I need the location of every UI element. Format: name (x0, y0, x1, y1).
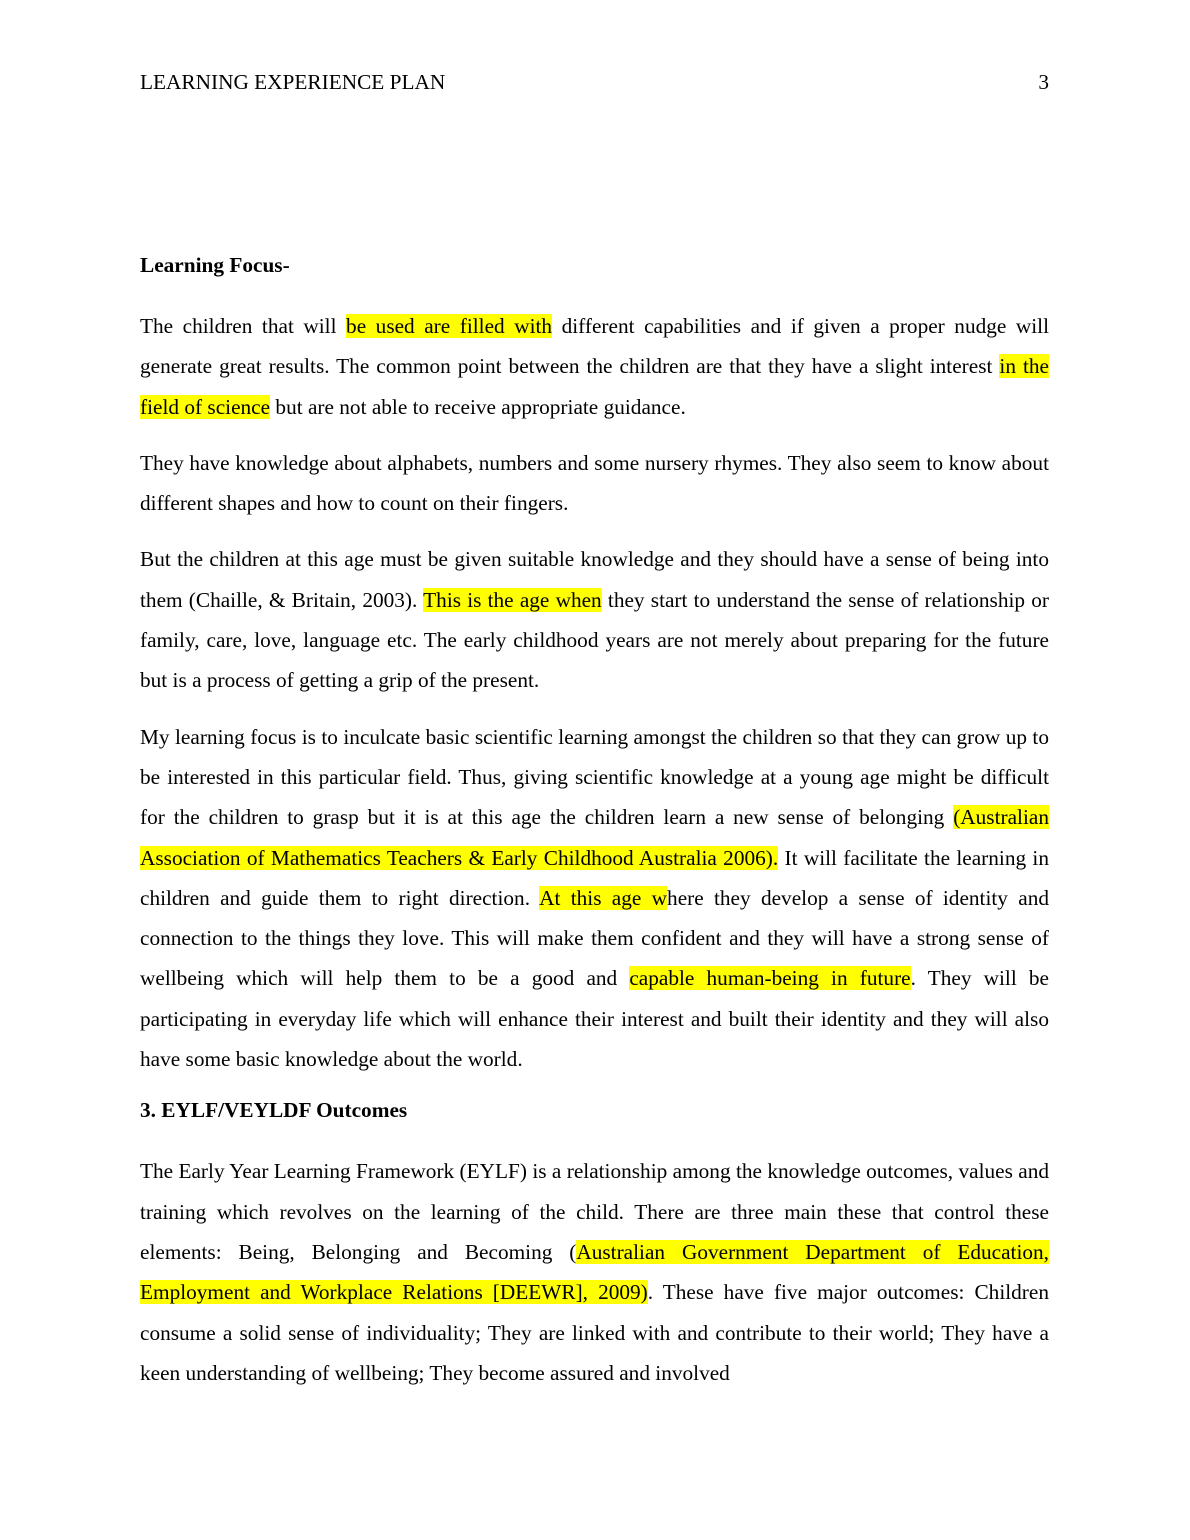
highlighted-text: be used are filled with (346, 314, 553, 338)
highlighted-text: At this age w (539, 885, 668, 910)
text-run: they start to understand the sense of relationship or family, care, love, language etc. The early childhood years are not merely about preparing for the future but is a process of getting a grip of the present. (140, 587, 1049, 693)
text-run: The Early Year Learning Framework (EYLF) is a relationship among the knowledge outcomes, values and training which revolves on the learning of the child. There are three main these that control these elements: Being, Belonging and Becoming ( (140, 1159, 1049, 1264)
running-head: LEARNING EXPERIENCE PLAN (140, 70, 446, 94)
highlighted-text: capable human-being in future (629, 966, 911, 991)
paragraph (140, 1151, 1049, 1393)
paragraph (140, 717, 1049, 1080)
highlighted-text: in the field of science (140, 354, 1049, 419)
highlighted-text: Australian Government Department of Education, Employment and Workplace Relations [DEEWR], 2009) (140, 1239, 1049, 1305)
text-run: My learning focus is to inculcate basic scientific learning amongst the children so that they can grow up to be interested in this particular field. Thus, giving scientific knowledge at a young age might be difficult for the children to grasp but it is at this age the children learn a new sense of belonging (140, 724, 1049, 830)
text-run: They have knowledge about alphabets, numbers and some nursery rhymes. They also seem to know about different shapes and how to count on their fingers. (140, 450, 1049, 516)
page-header (140, 70, 1049, 100)
section-heading-eylf-outcomes: 3. EYLF/VEYLDF Outcomes (140, 1098, 408, 1123)
page-number: 3 (1038, 70, 1049, 94)
paragraph (140, 443, 1049, 524)
text-run: It will facilitate the learning in children and guide them to right direction. (140, 845, 1049, 910)
paragraph (140, 539, 1049, 700)
section-heading-learning-focus: Learning Focus- (140, 253, 290, 277)
highlighted-text: (Australian Association of Mathematics Teachers & Early Childhood Australia 2006). (140, 805, 1049, 870)
text-run: But the children at this age must be given suitable knowledge and they should have a sense of being into them (Chaille, & Britain, 2003). (140, 547, 1049, 612)
document-body (140, 250, 1049, 1409)
text-run: . These have five major outcomes: Children consume a solid sense of individuality; They are linked with and contribute to their world; They have a keen understanding of wellbeing; They become assured and involved (140, 1280, 1049, 1385)
text-run: The children that will (140, 314, 347, 338)
text-run: here they develop a sense of identity and connection to the things they love. This will make them confident and they will have a strong sense of wellbeing which will help them to be a good and (140, 885, 1049, 991)
text-run: but are not able to receive appropriate guidance. (270, 394, 686, 419)
highlighted-text: This is the age when (423, 587, 602, 612)
text-run: different capabilities and if given a proper nudge will generate great results. The common point between the children are that they have a slight interest (140, 314, 1049, 379)
paragraph (140, 306, 1049, 427)
text-run: . They will be participating in everyday life which will enhance their interest and built their identity and they will also have some basic knowledge about the world. (140, 966, 1049, 1072)
